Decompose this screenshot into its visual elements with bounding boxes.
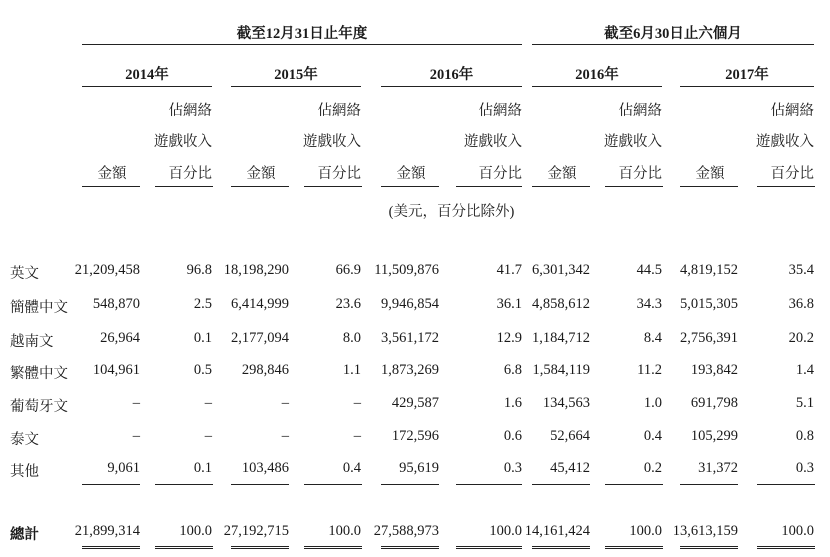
total-cell: 100.0	[489, 523, 522, 539]
total-double-rule	[231, 546, 289, 549]
year-rule	[532, 86, 662, 87]
amount-label: 金額	[547, 166, 577, 182]
table-cell: 5,015,305	[680, 296, 738, 312]
row-label: 繁體中文	[10, 366, 68, 382]
subtotal-rule	[532, 484, 590, 485]
table-cell: 31,372	[698, 460, 738, 476]
pct-label-line2: 遊戲收入	[154, 134, 212, 150]
table-cell: 0.3	[795, 460, 814, 476]
table-cell: 34.3	[636, 296, 662, 312]
table-cell: 4,819,152	[680, 262, 738, 278]
table-cell: 0.5	[193, 362, 212, 378]
column-rule	[381, 186, 439, 187]
subtotal-rule	[680, 484, 738, 485]
subtotal-rule	[605, 484, 663, 485]
table-cell: 5.1	[795, 395, 814, 411]
table-cell: 429,587	[391, 395, 439, 411]
table-cell: 0.4	[342, 460, 361, 476]
year-header: 2016年	[429, 67, 474, 83]
pct-label-line2: 遊戲收入	[604, 134, 662, 150]
column-rule	[155, 186, 213, 187]
total-double-rule	[82, 546, 140, 549]
table-cell: 105,299	[690, 428, 738, 444]
pct-label-line1: 佔網絡	[770, 103, 814, 119]
total-cell: 100.0	[179, 523, 212, 539]
column-rule	[82, 186, 140, 187]
table-cell: –	[132, 428, 140, 444]
table-cell: 26,964	[100, 330, 140, 346]
table-cell: 1.4	[795, 362, 814, 378]
column-rule	[605, 186, 663, 187]
table-cell: 35.4	[788, 262, 814, 278]
total-cell: 100.0	[781, 523, 814, 539]
table-cell: 6.8	[503, 362, 522, 378]
table-cell: 1,873,269	[381, 362, 439, 378]
column-rule	[757, 186, 815, 187]
subtotal-rule	[82, 484, 140, 485]
subtotal-rule	[757, 484, 815, 485]
row-label: 其他	[10, 464, 39, 480]
table-cell: –	[204, 428, 212, 444]
table-cell: 103,486	[241, 460, 289, 476]
row-label: 簡體中文	[10, 300, 68, 316]
row-label: 英文	[10, 266, 39, 282]
total-cell: 13,613,159	[672, 523, 738, 539]
amount-label: 金額	[97, 166, 127, 182]
table-cell: 36.1	[496, 296, 522, 312]
row-label: 越南文	[10, 334, 54, 350]
subtotal-rule	[381, 484, 439, 485]
table-cell: 20.2	[788, 330, 814, 346]
subtotal-rule	[304, 484, 362, 485]
year-rule	[82, 86, 212, 87]
table-cell: 9,061	[107, 460, 140, 476]
pct-label-line3: 百分比	[317, 166, 361, 182]
table-cell: 36.8	[788, 296, 814, 312]
amount-label: 金額	[695, 166, 725, 182]
unit-note: (美元，百分比除外)	[388, 204, 515, 220]
table-cell: 8.4	[643, 330, 662, 346]
row-label: 葡萄牙文	[10, 399, 68, 415]
column-rule	[304, 186, 362, 187]
column-rule	[231, 186, 289, 187]
table-cell: 12.9	[496, 330, 522, 346]
amount-label: 金額	[246, 166, 276, 182]
table-cell: 41.7	[496, 262, 522, 278]
table-cell: 0.2	[643, 460, 662, 476]
year-rule	[231, 86, 361, 87]
pct-label-line3: 百分比	[770, 166, 814, 182]
pct-label-line1: 佔網絡	[618, 103, 662, 119]
table-cell: 0.6	[503, 428, 522, 444]
table-cell: 172,596	[391, 428, 439, 444]
table-cell: 0.4	[643, 428, 662, 444]
table-cell: 0.1	[193, 330, 212, 346]
table-cell: 44.5	[636, 262, 662, 278]
table-cell: 548,870	[92, 296, 140, 312]
table-cell: 1.6	[503, 395, 522, 411]
pct-label-line2: 遊戲收入	[756, 134, 814, 150]
pct-label-line1: 佔網絡	[168, 103, 212, 119]
table-cell: –	[204, 395, 212, 411]
table-cell: 6,414,999	[231, 296, 289, 312]
table-cell: 134,563	[542, 395, 590, 411]
pct-label-line1: 佔網絡	[317, 103, 361, 119]
table-cell: 18,198,290	[223, 262, 289, 278]
pct-label-line3: 百分比	[618, 166, 662, 182]
total-cell: 14,161,424	[524, 523, 590, 539]
year-rule	[680, 86, 814, 87]
total-cell: 27,192,715	[223, 523, 289, 539]
table-cell: 4,858,612	[532, 296, 590, 312]
table-cell: 193,842	[690, 362, 738, 378]
period-annual-header: 截至12月31日止年度	[236, 26, 368, 42]
table-cell: 0.1	[193, 460, 212, 476]
table-cell: 6,301,342	[532, 262, 590, 278]
column-rule	[680, 186, 738, 187]
pct-label-line2: 遊戲收入	[464, 134, 522, 150]
total-double-rule	[605, 546, 663, 549]
table-cell: 11.2	[637, 362, 662, 378]
total-cell: 27,588,973	[373, 523, 439, 539]
year-header: 2015年	[274, 67, 318, 83]
total-cell: 21,899,314	[74, 523, 140, 539]
pct-label-line1: 佔網絡	[478, 103, 522, 119]
table-cell: 1,184,712	[532, 330, 590, 346]
total-double-rule	[381, 546, 439, 549]
total-cell: 100.0	[328, 523, 361, 539]
year-header: 2014年	[125, 67, 169, 83]
table-cell: –	[281, 428, 289, 444]
period-six-months-header: 截至6月30日止六個月	[604, 26, 742, 42]
table-cell: 0.8	[795, 428, 814, 444]
table-cell: 104,961	[92, 362, 140, 378]
table-cell: 8.0	[342, 330, 361, 346]
table-cell: 52,664	[550, 428, 590, 444]
table-cell: 1.0	[643, 395, 662, 411]
table-cell: –	[132, 395, 140, 411]
table-cell: 2.5	[193, 296, 212, 312]
subtotal-rule	[231, 484, 289, 485]
total-double-rule	[532, 546, 590, 549]
table-cell: 298,846	[241, 362, 289, 378]
total-cell: 100.0	[629, 523, 662, 539]
table-cell: 9,946,854	[381, 296, 439, 312]
total-label: 總計	[10, 527, 39, 543]
pct-label-line3: 百分比	[478, 166, 522, 182]
pct-label-line2: 遊戲收入	[303, 134, 361, 150]
table-cell: 691,798	[690, 395, 738, 411]
total-double-rule	[304, 546, 362, 549]
total-double-rule	[155, 546, 213, 549]
table-cell: 1,584,119	[532, 362, 590, 378]
table-cell: 96.8	[186, 262, 212, 278]
period-annual-rule	[82, 44, 522, 45]
pct-label-line3: 百分比	[168, 166, 212, 182]
table-cell: –	[281, 395, 289, 411]
table-cell: 0.3	[503, 460, 522, 476]
column-rule	[456, 186, 522, 187]
period-six-months-rule	[532, 44, 814, 45]
table-cell: 45,412	[550, 460, 590, 476]
total-double-rule	[456, 546, 522, 549]
subtotal-rule	[155, 484, 213, 485]
table-cell: 23.6	[335, 296, 361, 312]
subtotal-rule	[456, 484, 522, 485]
table-cell: 11,509,876	[374, 262, 439, 278]
row-label: 泰文	[10, 432, 39, 448]
table-cell: 2,756,391	[680, 330, 738, 346]
year-rule	[381, 86, 522, 87]
table-cell: 1.1	[342, 362, 361, 378]
column-rule	[532, 186, 590, 187]
table-cell: 3,561,172	[381, 330, 439, 346]
table-cell: 66.9	[335, 262, 361, 278]
table-cell: –	[353, 428, 361, 444]
total-double-rule	[757, 546, 815, 549]
year-header: 2016年	[575, 67, 619, 83]
total-double-rule	[680, 546, 738, 549]
table-cell: –	[353, 395, 361, 411]
amount-label: 金額	[396, 166, 426, 182]
table-cell: 2,177,094	[231, 330, 289, 346]
table-cell: 21,209,458	[74, 262, 140, 278]
table-cell: 95,619	[399, 460, 439, 476]
year-header: 2017年	[725, 67, 769, 83]
